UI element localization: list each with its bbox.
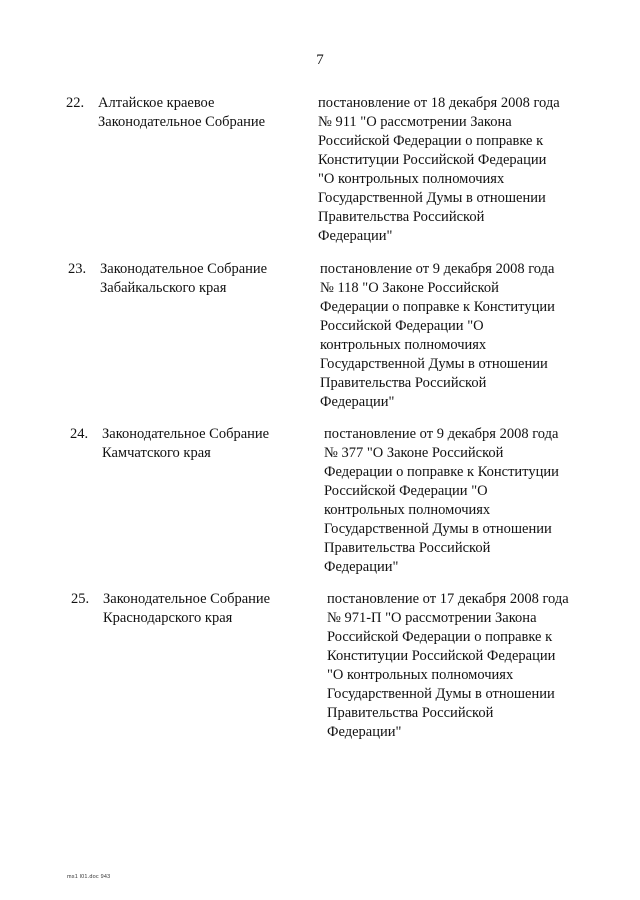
- body-line: Законодательное Собрание: [103, 591, 271, 607]
- legislative-body: [100, 260, 295, 298]
- resolution-text: [318, 94, 593, 246]
- document-code: ms1 l01.doc 943: [67, 874, 111, 880]
- doc-line: Правительства Российской: [327, 705, 494, 721]
- doc-line: № 911 "О рассмотрении Закона: [318, 114, 512, 130]
- doc-line: "О контрольных полномочиях: [318, 171, 505, 187]
- doc-line: № 118 "О Законе Российской: [320, 280, 499, 296]
- doc-line: Правительства Российской: [318, 209, 485, 225]
- entry-number: 25.: [71, 591, 90, 607]
- body-line: Алтайское краевое: [98, 95, 215, 111]
- legislative-body: [98, 94, 293, 132]
- doc-line: № 971-П "О рассмотрении Закона: [327, 610, 537, 626]
- resolution-text: [320, 260, 595, 412]
- entry-number: 24.: [70, 426, 89, 442]
- doc-line: Федерации": [327, 724, 402, 740]
- list-item-24: [70, 425, 590, 585]
- doc-line: Федерации": [324, 559, 399, 575]
- doc-line: Государственной Думы в отношении: [327, 686, 555, 702]
- doc-line: Государственной Думы в отношении: [324, 521, 552, 537]
- resolution-text: [327, 590, 602, 742]
- doc-line: Государственной Думы в отношении: [320, 356, 548, 372]
- list-item-25: [71, 590, 591, 750]
- doc-line: Правительства Российской: [324, 540, 491, 556]
- legislative-body: [102, 425, 297, 463]
- list-item-23: [68, 260, 588, 420]
- body-line: Законодательное Собрание: [98, 114, 266, 130]
- doc-line: Государственной Думы в отношении: [318, 190, 546, 206]
- page-number: 7: [316, 52, 324, 68]
- doc-line: Конституции Российской Федерации: [327, 648, 556, 664]
- entry-number: 22.: [66, 95, 85, 111]
- body-line: Камчатского края: [102, 445, 211, 461]
- doc-line: Федерации": [320, 394, 395, 410]
- doc-line: Правительства Российской: [320, 375, 487, 391]
- doc-line: постановление от 9 декабря 2008 года: [324, 426, 559, 442]
- doc-line: Российской Федерации "О: [324, 483, 488, 499]
- body-line: Краснодарского края: [103, 610, 233, 626]
- doc-line: Российской Федерации "О: [320, 318, 484, 334]
- doc-line: Федерации о поправке к Конституции: [320, 299, 555, 315]
- body-line: Забайкальского края: [100, 280, 227, 296]
- doc-line: № 377 "О Законе Российской: [324, 445, 504, 461]
- doc-line: контрольных полномочиях: [320, 337, 487, 353]
- legislative-body: [103, 590, 298, 628]
- body-line: Законодательное Собрание: [100, 261, 268, 277]
- doc-line: "О контрольных полномочиях: [327, 667, 514, 683]
- list-item-22: [66, 94, 586, 254]
- doc-line: Федерации": [318, 228, 393, 244]
- doc-line: Российской Федерации о поправке к: [318, 133, 544, 149]
- doc-line: Конституции Российской Федерации: [318, 152, 547, 168]
- resolution-text: [324, 425, 599, 577]
- entry-number: 23.: [68, 261, 87, 277]
- doc-line: контрольных полномочиях: [324, 502, 491, 518]
- doc-line: постановление от 18 декабря 2008 года: [318, 95, 560, 111]
- body-line: Законодательное Собрание: [102, 426, 270, 442]
- doc-line: Российской Федерации о поправке к: [327, 629, 553, 645]
- doc-line: постановление от 17 декабря 2008 года: [327, 591, 569, 607]
- doc-line: постановление от 9 декабря 2008 года: [320, 261, 555, 277]
- doc-line: Федерации о поправке к Конституции: [324, 464, 559, 480]
